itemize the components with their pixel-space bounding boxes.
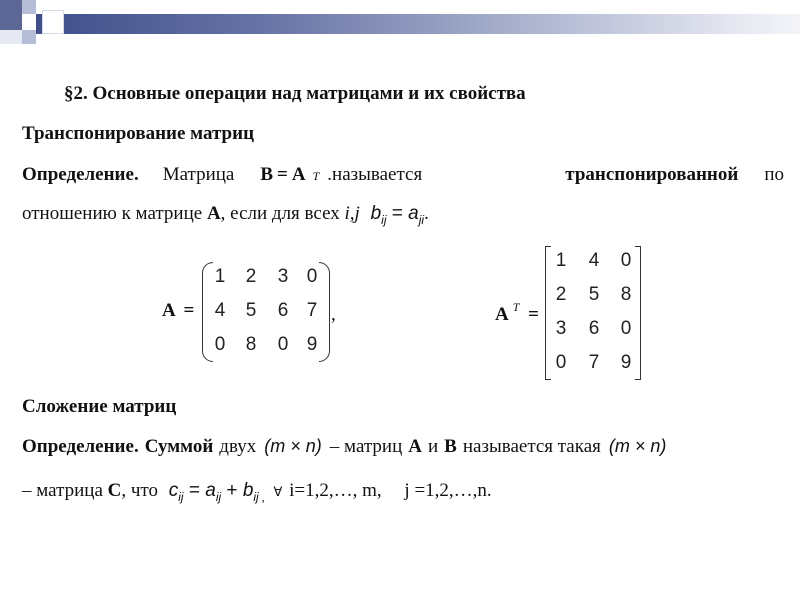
dash-text: – матриц xyxy=(329,436,403,457)
formula-b-sub: ij xyxy=(253,490,259,504)
page-title: §2. Основные операции над матрицами и их свойства xyxy=(64,83,526,104)
def-line2-A: A xyxy=(206,203,221,224)
formula-c-sub: ij xyxy=(178,490,184,504)
matrix-cell: 4 xyxy=(588,250,600,271)
matrix-cell: 4 xyxy=(214,300,226,321)
formula-a: a xyxy=(408,203,419,224)
matrix-cell: 6 xyxy=(277,300,289,321)
decor-square xyxy=(42,10,64,34)
transposed-word: транспонированной xyxy=(565,164,739,185)
def-line2-text: отношению к матрице xyxy=(22,203,203,224)
decor-square xyxy=(0,30,22,44)
matrix-cell: 0 xyxy=(277,334,289,355)
decor-square xyxy=(22,30,36,44)
definition-label: Определение. xyxy=(22,436,139,457)
definition-label: Определение. xyxy=(22,164,139,185)
po-word: по xyxy=(764,164,784,185)
index-ij: i,j xyxy=(344,203,360,224)
chto-word: , что xyxy=(121,480,158,501)
formula-eq: = xyxy=(183,480,206,501)
def-line2-rest: , если для всех xyxy=(220,203,340,224)
forall-symbol: ∀ xyxy=(273,484,283,499)
matrix-cell: 0 xyxy=(620,318,632,339)
formula-comma: , xyxy=(258,490,265,504)
matrix-cell: 9 xyxy=(306,334,318,355)
matrix-AT xyxy=(545,246,641,380)
formula-b: b xyxy=(242,480,254,501)
matrix-cell: 7 xyxy=(306,300,318,321)
formula-T: T xyxy=(312,169,320,183)
decor-square xyxy=(22,0,36,14)
matrix-cell: 9 xyxy=(620,352,632,373)
matrix-cell: 0 xyxy=(620,250,632,271)
formula-plus: + xyxy=(221,480,243,501)
called-text: называется такая xyxy=(462,436,601,457)
j-range: j =1,2,…,n. xyxy=(404,480,492,501)
formula-eq2: = xyxy=(386,203,409,224)
letter-C: C xyxy=(107,480,122,501)
matrix-cell: 1 xyxy=(214,266,226,287)
addition-definition-line1 xyxy=(22,436,784,458)
transpose-definition-line2 xyxy=(22,203,429,227)
matrix-A-letter: A xyxy=(162,300,175,321)
formula-b: b xyxy=(370,203,382,224)
matrix-cell: 3 xyxy=(277,266,289,287)
matrix-cell: 5 xyxy=(588,284,600,305)
matrix-A-eq: = xyxy=(183,300,195,321)
and-word: и xyxy=(428,436,439,457)
addition-definition-line2 xyxy=(22,480,492,505)
formula-B: B xyxy=(260,164,274,185)
dimension-mxn-2: (m × n) xyxy=(608,436,667,456)
matrix-cell: 2 xyxy=(555,284,567,305)
i-range: i=1,2,…, m, xyxy=(289,480,382,501)
matrix-AT-sup: T xyxy=(512,300,520,314)
matrix-cell: 0 xyxy=(214,334,226,355)
matrix-cell: 1 xyxy=(555,250,567,271)
two-word: двух xyxy=(219,436,257,457)
matrix-cell: 5 xyxy=(245,300,257,321)
matrix-A-label xyxy=(162,300,194,322)
matrix-cell: 6 xyxy=(588,318,600,339)
matrix-cell: 0 xyxy=(306,266,318,287)
formula-c: c xyxy=(168,480,179,501)
decor-square xyxy=(0,0,22,30)
def-line2-end: . xyxy=(424,203,429,224)
formula-a-sub: ji xyxy=(418,213,425,227)
matrix-cell: 2 xyxy=(245,266,257,287)
matrix-cell: 0 xyxy=(555,352,567,373)
called-word: .называется xyxy=(327,164,423,185)
letter-A: A xyxy=(408,436,422,457)
header-gradient-bar xyxy=(36,14,800,34)
formula-a-sub: ij xyxy=(215,490,222,504)
matrix-cell: 8 xyxy=(245,334,257,355)
matrix-A-comma: , xyxy=(331,304,336,325)
matrix-AT-label xyxy=(495,300,539,326)
matrix-AT-letter: A xyxy=(495,304,509,325)
line2-start: – матрица xyxy=(22,480,103,501)
matrix-cell: 7 xyxy=(588,352,600,373)
formula-eq: = xyxy=(277,164,288,185)
section-heading-transpose: Транспонирование матриц xyxy=(22,123,255,144)
matrix-A xyxy=(202,262,330,362)
formula-a: a xyxy=(205,480,216,501)
dimension-mxn: (m × n) xyxy=(264,436,322,456)
matrix-cell: 8 xyxy=(620,284,632,305)
transpose-definition-line1 xyxy=(22,164,784,186)
matrix-word: Матрица xyxy=(162,164,235,185)
matrix-cell: 3 xyxy=(555,318,567,339)
formula-A: A xyxy=(291,164,306,185)
letter-B: B xyxy=(444,436,457,457)
formula-b-sub: ij xyxy=(381,213,387,227)
sum-word: Суммой xyxy=(144,436,214,457)
matrix-AT-eq: = xyxy=(528,304,539,325)
section-heading-addition: Сложение матриц xyxy=(22,396,177,417)
